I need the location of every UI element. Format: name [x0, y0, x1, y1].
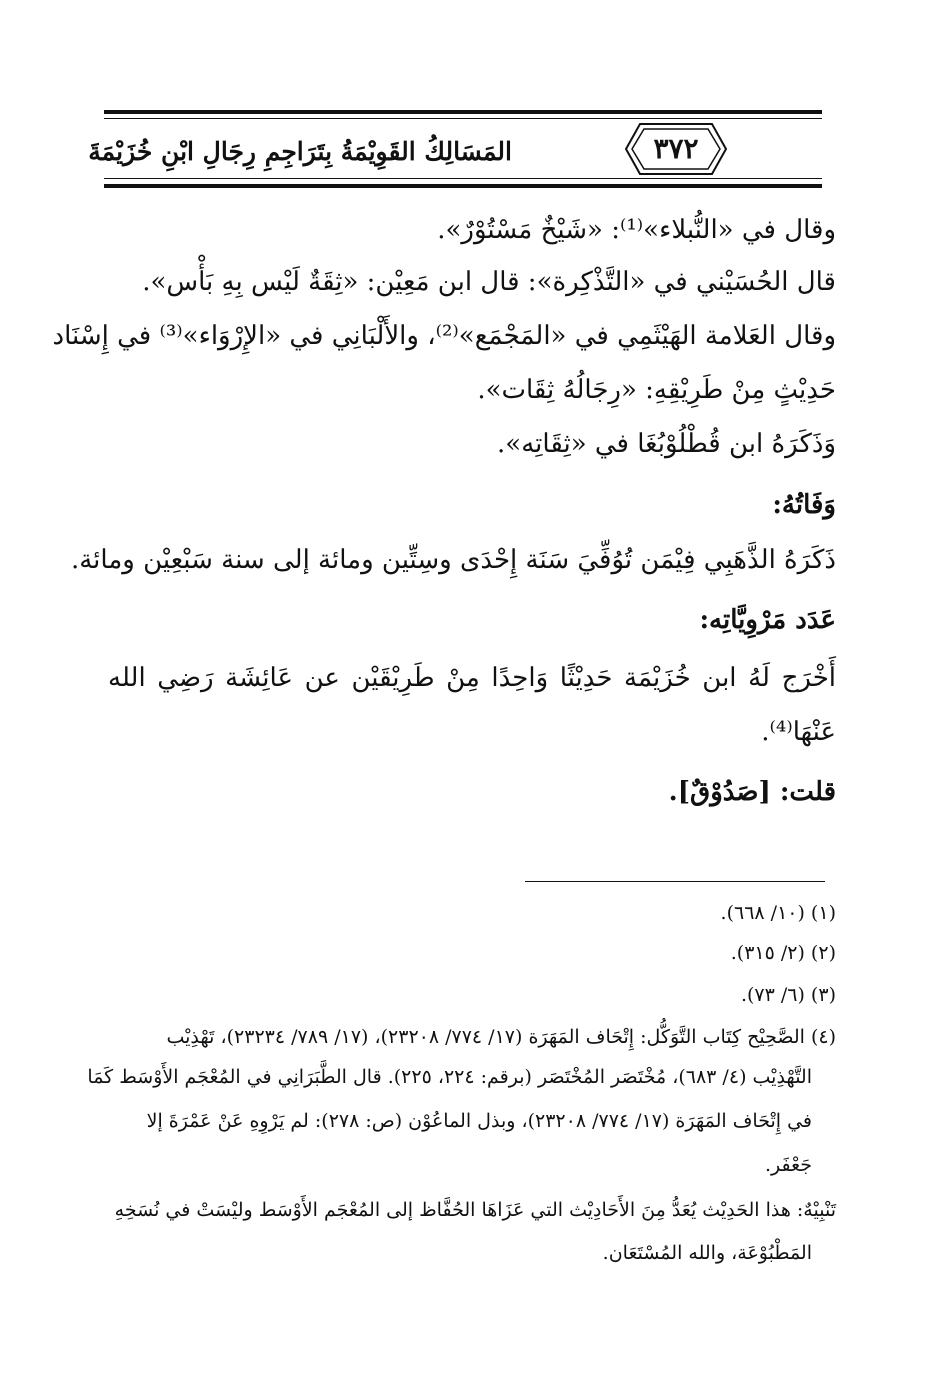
- footnote-1: (١) (١٠/ ٦٦٨).: [720, 902, 836, 924]
- header-rule-top: [104, 110, 822, 114]
- page-number: ٣٧٢: [653, 132, 699, 165]
- verdict-line: قلت: [صَدُوْقٌ].: [668, 777, 836, 807]
- footnote-4-line: جَعْفَر.: [764, 1154, 812, 1176]
- footnote-note-line: تَنْبِيْهٌ: هذا الحَدِيْث يُعَدُّ مِنَ الأَحَادِيْث التي عَزَاهَا الحُفَّاظ إلى المُعْجَم الأَوْسَط وليْسَتْ في نُسَخِهِ: [114, 1199, 836, 1221]
- header-rule-bottom-thin: [104, 178, 822, 179]
- footnote-4-line: في إِتْحَاف المَهَرَة (١٧/ ٧٧٤/ ٢٣٢٠٨)، وبذل الماعُوْن (ص: ٢٧٨): لم يَرْوِهِ عَنْ عَمْرَةَ إلا: [146, 1110, 812, 1132]
- running-title: المَسَالِكُ القَوِيْمَةُ بِتَرَاجِمِ رِجَالِ ابْنِ خُزَيْمَةَ: [88, 137, 512, 166]
- footnote-note-line: المَطْبُوْعَة، والله المُسْتَعَان.: [602, 1242, 812, 1264]
- footnote-separator: [525, 881, 825, 882]
- body-line: أَخْرَج لَهُ ابن خُزَيْمَة حَدِيْثًا وَاحِدًا مِنْ طَرِيْقَيْن عن عَائِشَة رَضِي الله: [108, 663, 836, 693]
- header-rule-bottom: [104, 184, 822, 188]
- body-line: ذَكَرَهُ الذَّهَبِي فِيْمَن تُوُفِّيَ سَنَة إِحْدَى وسِتِّين ومائة إلى سنة سَبْعِيْن ومائة.: [70, 545, 836, 575]
- footnote-4-line: التَّهْذِيْب (٤/ ٦٨٣)، مُخْتَصَر المُخْتَصَر (برقم: ٢٢٤، ٢٢٥). قال الطَّبَرَانِي في المُعْجَم الأَوْسَط كَمَا: [87, 1066, 812, 1088]
- body-line: عَنْهَا⁽⁴⁾.: [761, 717, 836, 747]
- body-line: قال الحُسَيْني في «التَّذْكِرة»: قال ابن مَعِيْن: «ثِقَةٌ لَيْس بِهِ بَأْس».: [142, 267, 836, 297]
- footnote-2: (٢) (٢/ ٣١٥).: [730, 942, 836, 964]
- body-line: وقال العَلامة الهَيْثَمِي في «المَجْمَع»⁽²⁾، والأَلْبَانِي في «الإِرْوَاء»⁽³⁾ في إِسْنَاد: [52, 321, 836, 351]
- body-line: وَذَكَرَهُ ابن قُطْلُوْبُغَا في «ثِقَاتِه».: [497, 429, 836, 459]
- section-heading-death: وَفَاتُهُ:: [772, 490, 836, 520]
- body-line: حَدِيْثٍ مِنْ طَرِيْقِهِ: «رِجَالُهُ ثِقَات».: [477, 375, 836, 405]
- body-line: وقال في «النُّبلاء»⁽¹⁾: «شَيْخٌ مَسْتُوْرٌ».: [437, 215, 836, 245]
- footnote-3: (٣) (٦/ ٧٣).: [740, 984, 836, 1006]
- footnote-4-line: (٤) الصَّحِيْح كِتَاب التَّوَكُّل: إِتْحَاف المَهَرَة (١٧/ ٧٧٤/ ٢٣٢٠٨)، (١٧/ ٧٨٩/ ٢٣٢٣٤)، تَهْذِيْب: [166, 1026, 836, 1048]
- header-rule-top-thin: [104, 118, 822, 119]
- section-heading-narrations: عَدَد مَرْوِيَّاتِه:: [699, 605, 836, 635]
